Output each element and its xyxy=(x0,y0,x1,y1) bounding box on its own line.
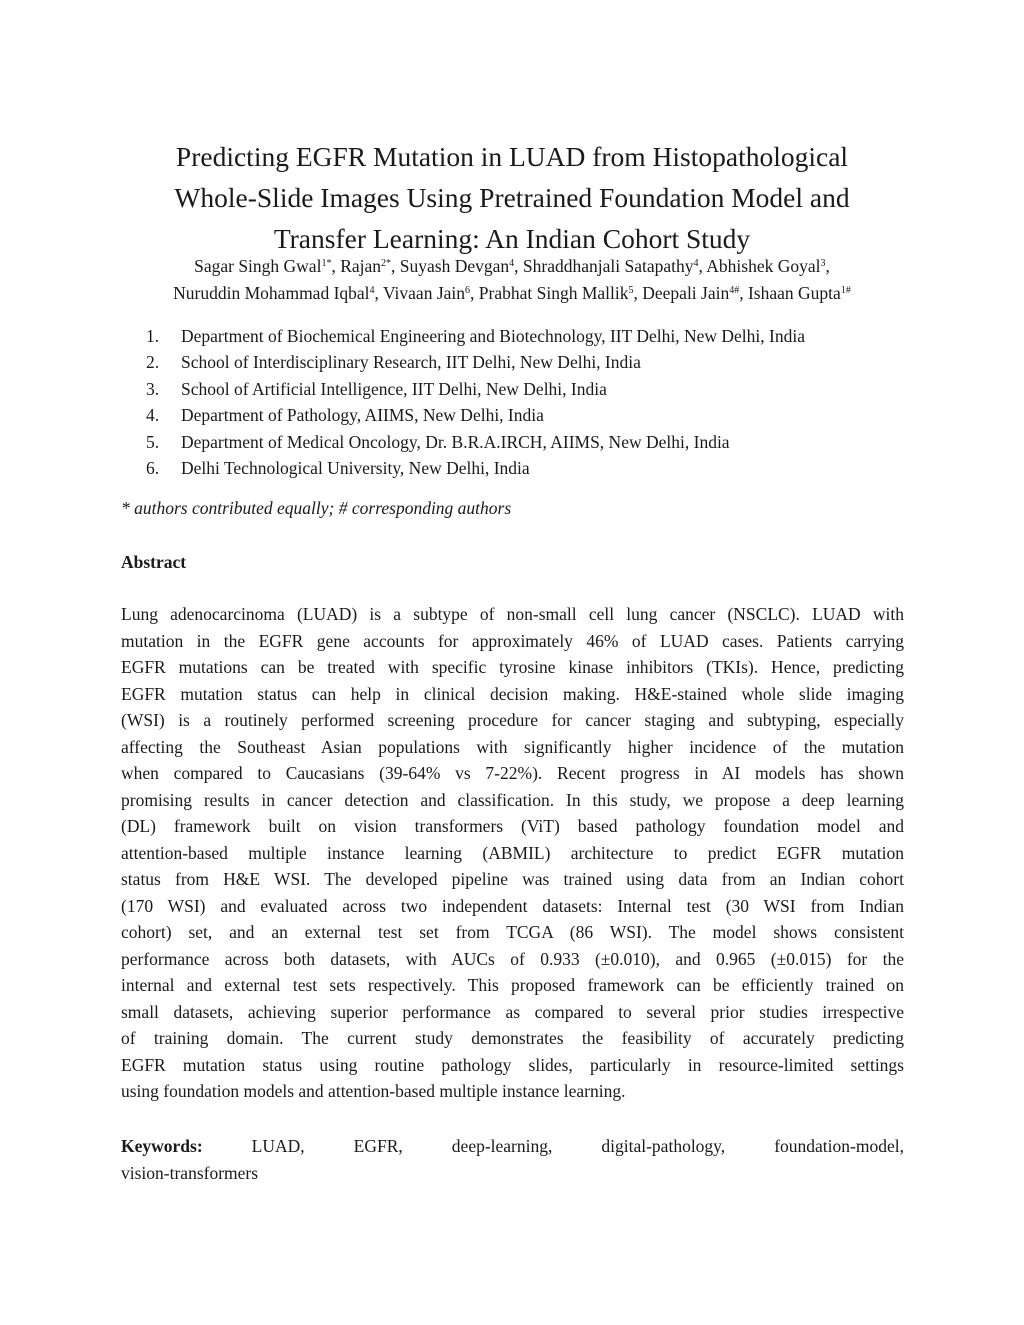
affiliation-text: Department of Pathology, AIIMS, New Delhi, India xyxy=(181,405,544,426)
abstract-line: when compared to Caucasians (39-64% vs 7-22%). Recent progress in AI models has shown xyxy=(121,763,904,783)
abstract-line: affecting the Southeast Asian populations with significantly higher incidence of the mutation xyxy=(121,736,904,757)
keywords-label: Keywords: xyxy=(121,1136,203,1156)
author-name: Rajan xyxy=(340,256,382,276)
abstract-line: of training domain. The current study demonstrates the feasibility of accurately predicting xyxy=(121,1028,904,1048)
author-affiliation-mark: 2* xyxy=(381,258,392,269)
author-affiliation-mark: 6 xyxy=(465,285,471,296)
affiliation-item xyxy=(146,376,805,402)
abstract-line: EGFR mutation status can help in clinical decision making. H&E-stained whole slide imaging xyxy=(121,683,904,704)
abstract-line: EGFR mutations can be treated with specific tyrosine kinase inhibitors (TKIs). Hence, predicting xyxy=(121,657,904,677)
abstract-line: status from H&E WSI. The developed pipeline was trained using data from an Indian cohort xyxy=(121,869,904,889)
author-name: Deepali Jain xyxy=(642,283,730,303)
abstract-line: performance across both datasets, with AUCs of 0.933 (±0.010), and 0.965 (±0.015) for the xyxy=(121,948,904,969)
abstract-line: promising results in cancer detection and classification. In this study, we propose a deep learning xyxy=(121,789,904,810)
affiliation-text: Department of Biochemical Engineering and Biotechnology, IIT Delhi, New Delhi, India xyxy=(181,326,805,346)
abstract-line: mutation in the EGFR gene accounts for approximately 46% of LUAD cases. Patients carrying xyxy=(121,630,904,651)
author-name: Suyash Devgan xyxy=(399,256,510,276)
abstract-heading: Abstract xyxy=(121,552,187,572)
affiliation-number: 2. xyxy=(146,352,160,373)
author-name: Abhishek Goyal xyxy=(706,256,821,276)
keywords-line xyxy=(121,1133,904,1160)
affiliation-item xyxy=(146,429,805,455)
affiliation-text: School of Artificial Intelligence, IIT Delhi, New Delhi, India xyxy=(181,378,607,399)
affiliation-text: Department of Medical Oncology, Dr. B.R.A.IRCH, AIIMS, New Delhi, India xyxy=(181,431,730,452)
author-affiliation-mark: 4# xyxy=(729,285,740,296)
paper-title xyxy=(100,136,924,259)
abstract-line: (DL) framework built on vision transformers (ViT) based pathology foundation model and xyxy=(121,816,904,836)
keywords-section xyxy=(121,1133,904,1186)
abstract-line: attention-based multiple instance learning (ABMIL) architecture to predict EGFR mutation xyxy=(121,842,904,863)
author-name: Vivaan Jain xyxy=(382,283,466,303)
abstract-line: internal and external test sets respectively. This proposed framework can be efficiently trained on xyxy=(121,975,904,995)
affiliation-number: 6. xyxy=(146,458,160,479)
author-affiliation-mark: 4 xyxy=(693,258,699,269)
keyword: vision-transformers xyxy=(121,1162,259,1183)
abstract-line: cohort) set, and an external test set from TCGA (86 WSI). The model shows consistent xyxy=(121,922,904,942)
affiliation-item xyxy=(146,349,805,375)
affiliation-item xyxy=(146,323,805,349)
affiliation-number: 1. xyxy=(146,326,160,346)
abstract-line: Lung adenocarcinoma (LUAD) is a subtype of non-small cell lung cancer (NSCLC). LUAD with xyxy=(121,604,904,624)
title-line: Whole-Slide Images Using Pretrained Foundation Model and xyxy=(174,182,850,214)
title-line: Predicting EGFR Mutation in LUAD from Histopathological xyxy=(175,141,849,173)
abstract-line: using foundation models and attention-based multiple instance learning. xyxy=(121,1081,626,1101)
abstract-line: (170 WSI) and evaluated across two independent datasets: Internal test (30 WSI from Indian xyxy=(121,895,904,916)
affiliation-item xyxy=(146,455,805,481)
title-line: Transfer Learning: An Indian Cohort Study xyxy=(273,223,751,255)
keyword: EGFR, xyxy=(353,1136,403,1156)
author-name: Shraddhanjali Satapathy xyxy=(522,256,694,276)
author-list xyxy=(100,253,924,307)
affiliation-number: 5. xyxy=(146,431,160,452)
author-affiliation-mark: 4 xyxy=(369,285,375,296)
affiliation-list xyxy=(146,323,805,481)
author-affiliation-mark: 1# xyxy=(840,285,851,296)
author-line: Sagar Singh Gwal$^{1*}$, Rajan$^{2*}$, Suyash Devgan$^4$, Shraddhanjali Satapathy$^4$, Abhishek Goyal$^3$, xyxy=(194,256,830,276)
author-contribution-note: * authors contributed equally; # corresponding authors xyxy=(121,498,512,518)
affiliation-number: 3. xyxy=(146,378,160,399)
keyword: deep-learning, xyxy=(451,1136,553,1156)
abstract-body xyxy=(121,601,904,1105)
author-affiliation-mark: 3 xyxy=(820,258,826,269)
affiliation-item xyxy=(146,402,805,428)
affiliation-text: School of Interdisciplinary Research, IIT Delhi, New Delhi, India xyxy=(181,352,641,373)
affiliation-number: 4. xyxy=(146,405,160,426)
abstract-line: EGFR mutation status using routine pathology slides, particularly in resource-limited settings xyxy=(121,1054,904,1075)
abstract-line: (WSI) is a routinely performed screening procedure for cancer staging and subtyping, especially xyxy=(121,710,904,730)
author-name: Sagar Singh Gwal xyxy=(194,256,322,276)
keyword: foundation-model, xyxy=(774,1136,904,1156)
author-affiliation-mark: 1* xyxy=(321,258,332,269)
author-affiliation-mark: 4 xyxy=(509,258,515,269)
author-name: Nuruddin Mohammad Iqbal xyxy=(173,283,370,303)
author-name: Ishaan Gupta xyxy=(747,283,841,303)
author-line: Nuruddin Mohammad Iqbal$^4$, Vivaan Jain$^6$, Prabhat Singh Mallik$^5$, Deepali Jain$^{4\#}$, Ishaan Gupta$^{1\#}$ xyxy=(173,283,851,303)
author-name: Prabhat Singh Mallik xyxy=(478,283,629,303)
keyword: digital-pathology, xyxy=(601,1136,726,1156)
abstract-line: small datasets, achieving superior performance as compared to several prior studies irrespective xyxy=(121,1001,904,1022)
keyword: LUAD, xyxy=(251,1136,305,1156)
affiliation-text: Delhi Technological University, New Delhi, India xyxy=(181,458,530,479)
author-affiliation-mark: 5 xyxy=(628,285,634,296)
